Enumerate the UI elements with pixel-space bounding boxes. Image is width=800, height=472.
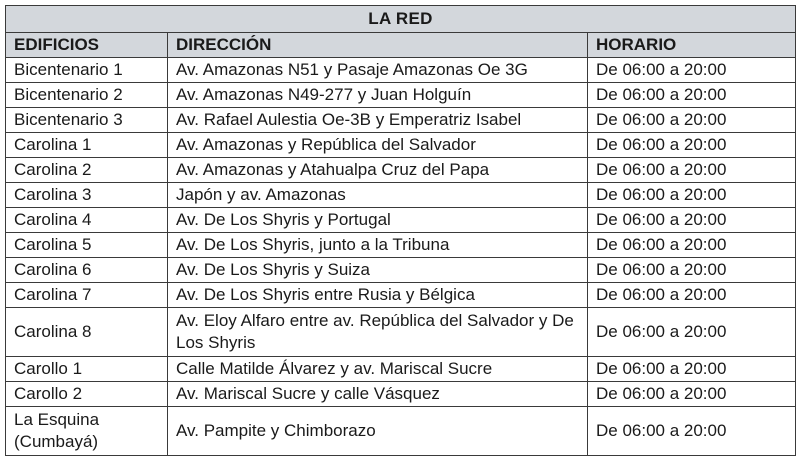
hours-cell: De 06:00 a 20:00	[588, 233, 796, 258]
building-cell: Bicentenario 2	[6, 83, 168, 108]
building-cell: Carolina 2	[6, 158, 168, 183]
table-title: LA RED	[6, 6, 796, 33]
hours-cell: De 06:00 a 20:00	[588, 133, 796, 158]
table-row	[6, 208, 796, 233]
hours-cell: De 06:00 a 20:00	[588, 308, 796, 357]
address-cell: Av. Pampite y Chimborazo	[168, 407, 588, 456]
header-buildings: EDIFICIOS	[6, 33, 168, 58]
buildings-table-container	[5, 5, 795, 456]
table-header-row	[6, 33, 796, 58]
hours-cell: De 06:00 a 20:00	[588, 382, 796, 407]
table-title-row	[6, 6, 796, 33]
building-cell: Carolina 3	[6, 183, 168, 208]
table-row	[6, 58, 796, 83]
building-cell: Carolina 4	[6, 208, 168, 233]
hours-cell: De 06:00 a 20:00	[588, 108, 796, 133]
table-row	[6, 133, 796, 158]
building-cell: Carolina 6	[6, 258, 168, 283]
hours-cell: De 06:00 a 20:00	[588, 283, 796, 308]
address-cell: Av. De Los Shyris, junto a la Tribuna	[168, 233, 588, 258]
address-cell: Av. Amazonas y República del Salvador	[168, 133, 588, 158]
hours-cell: De 06:00 a 20:00	[588, 158, 796, 183]
building-cell: Bicentenario 3	[6, 108, 168, 133]
address-cell: Japón y av. Amazonas	[168, 183, 588, 208]
address-cell: Av. Amazonas y Atahualpa Cruz del Papa	[168, 158, 588, 183]
table-row	[6, 158, 796, 183]
address-cell: Av. De Los Shyris y Portugal	[168, 208, 588, 233]
building-cell: Carolina 5	[6, 233, 168, 258]
table-row	[6, 308, 796, 357]
table-row	[6, 357, 796, 382]
table-row	[6, 258, 796, 283]
address-cell: Av. Rafael Aulestia Oe-3B y Emperatriz Isabel	[168, 108, 588, 133]
hours-cell: De 06:00 a 20:00	[588, 407, 796, 456]
address-cell: Av. Amazonas N51 y Pasaje Amazonas Oe 3G	[168, 58, 588, 83]
table-row	[6, 407, 796, 456]
address-cell: Av. Amazonas N49-277 y Juan Holguín	[168, 83, 588, 108]
hours-cell: De 06:00 a 20:00	[588, 208, 796, 233]
table-row	[6, 233, 796, 258]
building-cell: Carollo 2	[6, 382, 168, 407]
building-cell: Carolina 8	[6, 308, 168, 357]
header-address: DIRECCIÓN	[168, 33, 588, 58]
table-row	[6, 108, 796, 133]
hours-cell: De 06:00 a 20:00	[588, 83, 796, 108]
hours-cell: De 06:00 a 20:00	[588, 58, 796, 83]
header-hours: HORARIO	[588, 33, 796, 58]
table-row	[6, 83, 796, 108]
address-cell: Av. De Los Shyris entre Rusia y Bélgica	[168, 283, 588, 308]
building-cell: La Esquina (Cumbayá)	[6, 407, 168, 456]
table-row	[6, 183, 796, 208]
address-cell: Av. Mariscal Sucre y calle Vásquez	[168, 382, 588, 407]
address-cell: Av. De Los Shyris y Suiza	[168, 258, 588, 283]
table-row	[6, 382, 796, 407]
hours-cell: De 06:00 a 20:00	[588, 258, 796, 283]
building-cell: Carolina 7	[6, 283, 168, 308]
building-cell: Carolina 1	[6, 133, 168, 158]
buildings-table	[5, 5, 796, 456]
address-cell: Av. Eloy Alfaro entre av. República del Salvador y De Los Shyris	[168, 308, 588, 357]
table-row	[6, 283, 796, 308]
hours-cell: De 06:00 a 20:00	[588, 183, 796, 208]
building-cell: Carollo 1	[6, 357, 168, 382]
address-cell: Calle Matilde Álvarez y av. Mariscal Sucre	[168, 357, 588, 382]
hours-cell: De 06:00 a 20:00	[588, 357, 796, 382]
building-cell: Bicentenario 1	[6, 58, 168, 83]
